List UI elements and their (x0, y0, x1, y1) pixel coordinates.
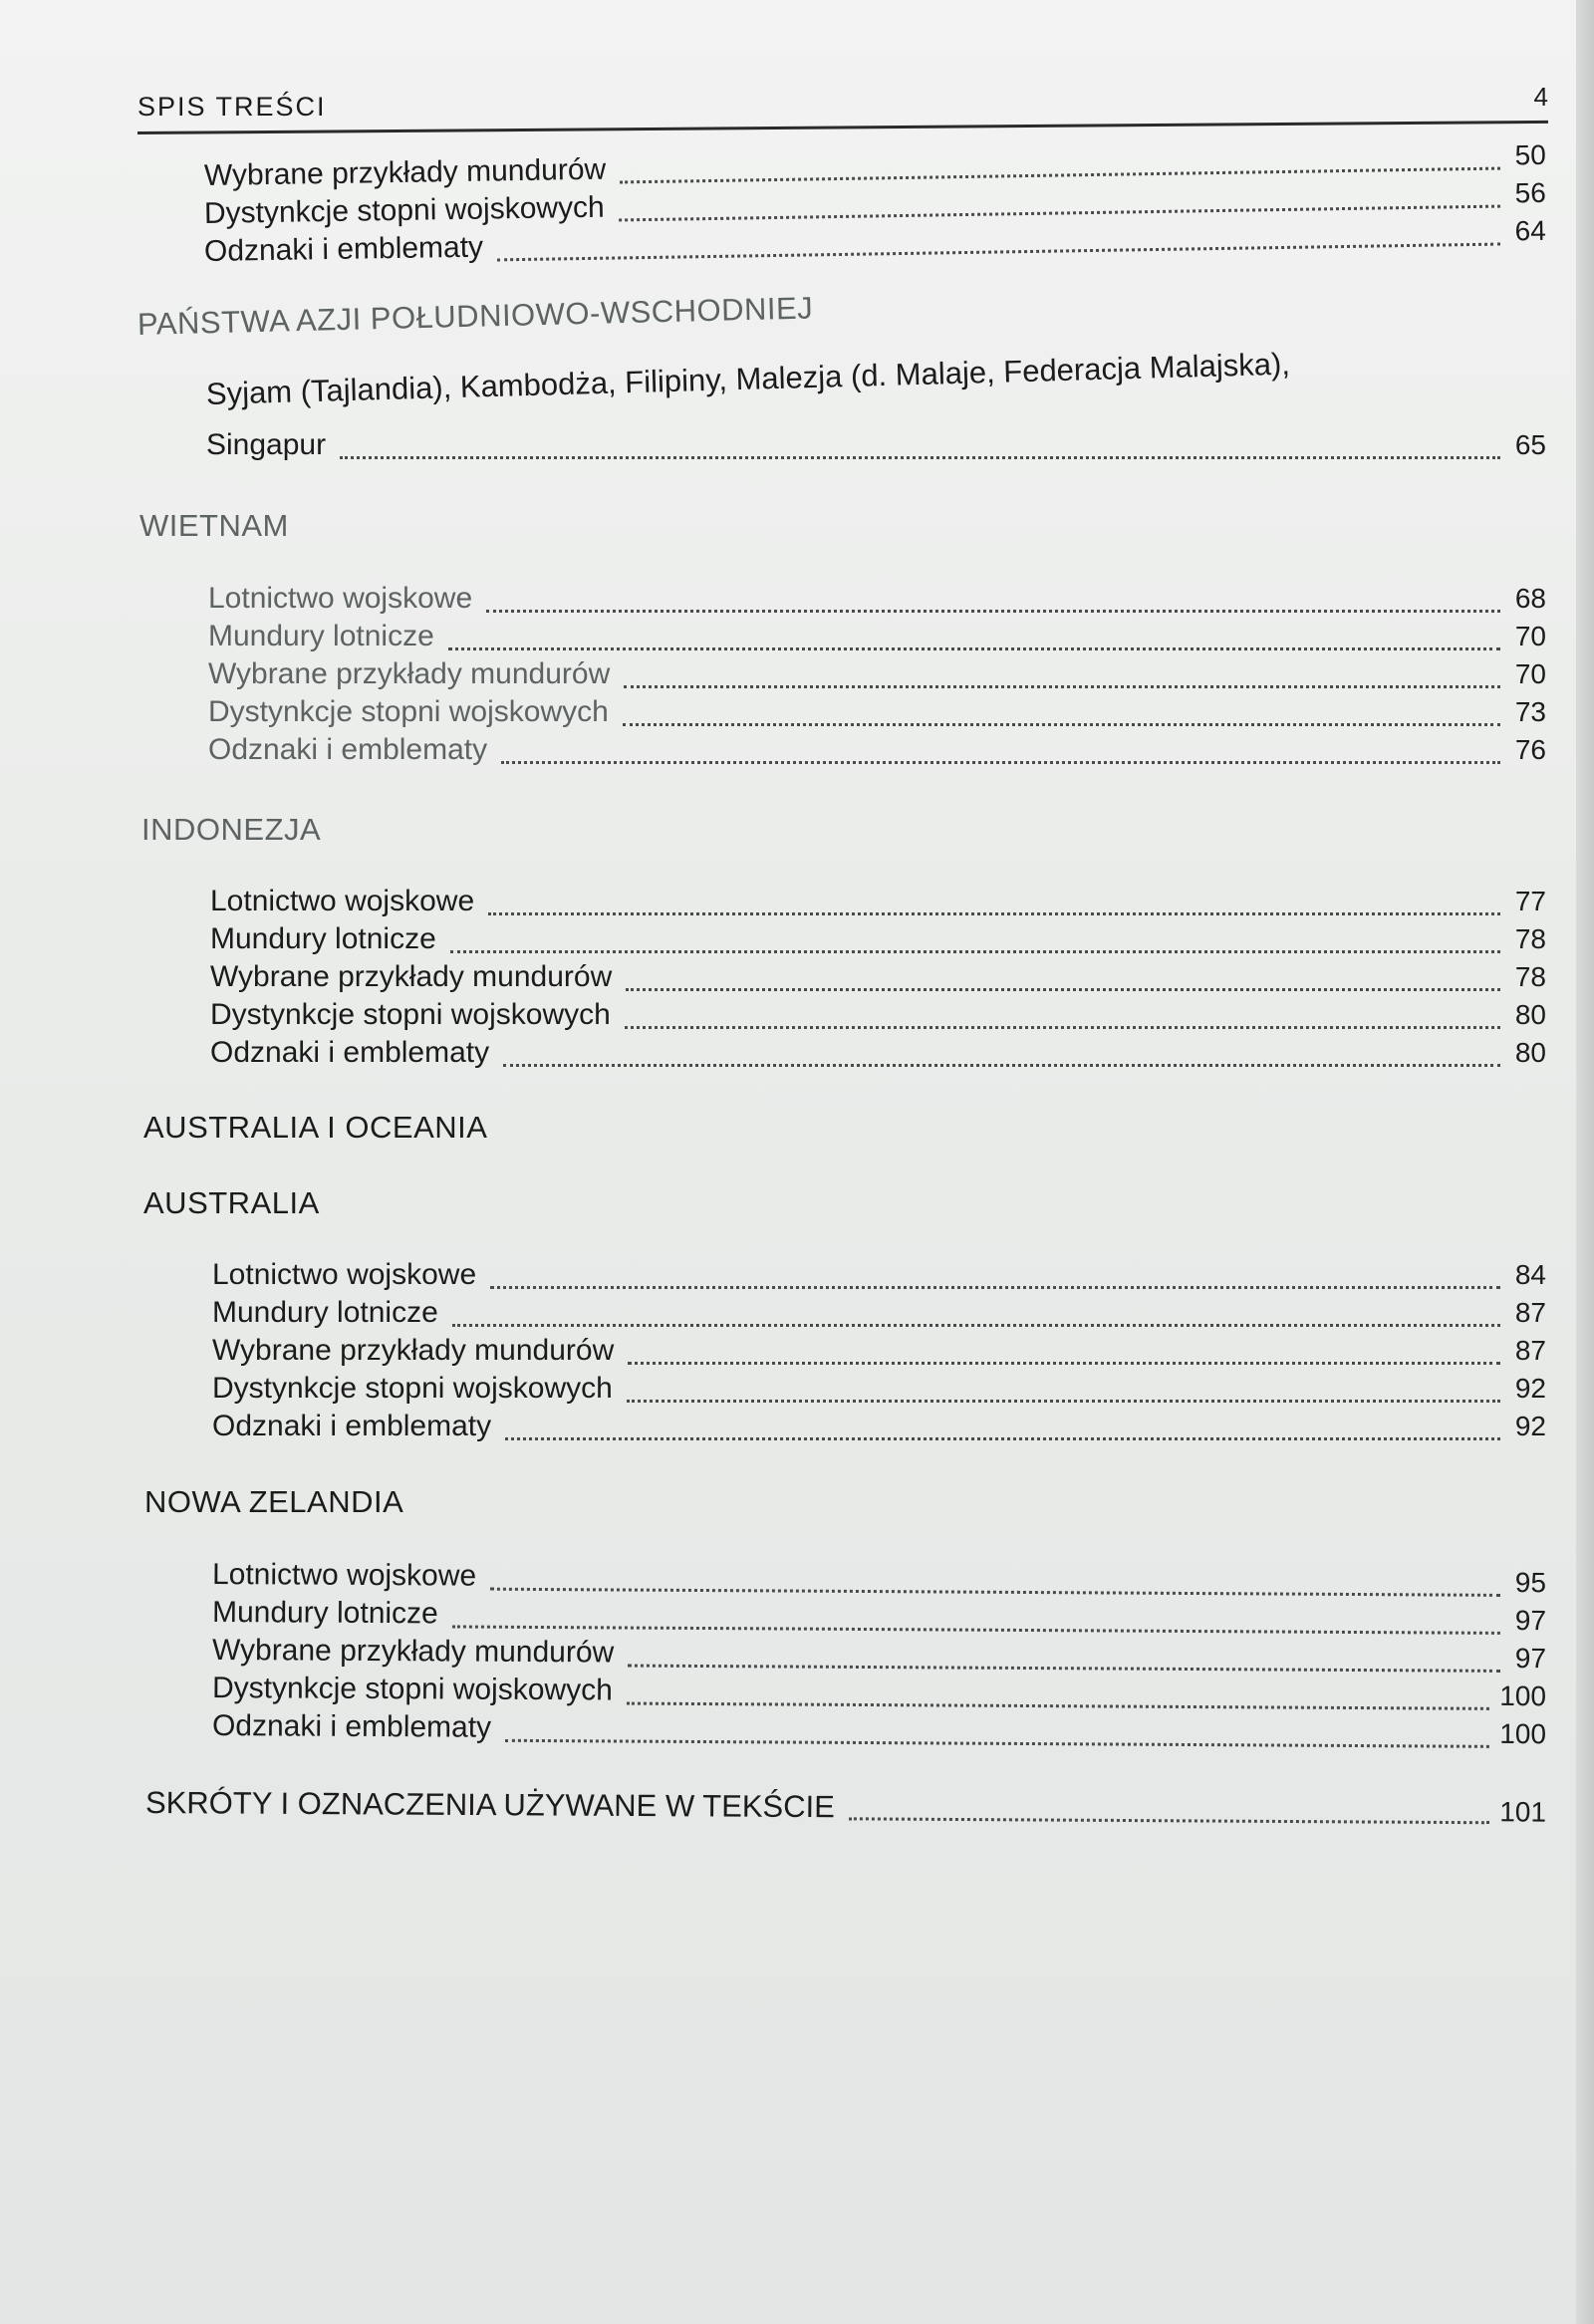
toc-entry-label: Mundury lotnicze (210, 922, 436, 955)
section-heading-vietnam[interactable]: WIETNAM (139, 508, 289, 543)
toc-leader-dots (627, 1400, 1500, 1403)
toc-entry[interactable] (206, 428, 1546, 466)
toc-entry-page: 101 (1499, 1796, 1547, 1828)
toc-entry[interactable] (212, 1372, 1546, 1410)
toc-leader-dots (623, 723, 1500, 726)
header-rule (137, 121, 1548, 134)
section-heading-new-zealand[interactable]: NOWA ZELANDIA (144, 1484, 404, 1519)
toc-leader-dots (486, 610, 1500, 613)
toc-entry-label: Lotnictwo wojskowe (211, 1558, 477, 1593)
toc-leader-dots (490, 1587, 1500, 1596)
toc-entry-page: 97 (1514, 1642, 1547, 1675)
toc-entry-label: Wybrane przykłady mundurów (203, 152, 607, 192)
toc-entry-label: Odznaki i emblematy (211, 1709, 492, 1744)
toc-leader-dots (505, 1437, 1500, 1440)
toc-entry-label: Wybrane przykłady mundurów (208, 657, 611, 690)
toc-entry-label: Odznaki i emblematy (212, 1410, 492, 1442)
toc-entry-page: 100 (1499, 1717, 1547, 1750)
toc-leader-dots (450, 950, 1500, 953)
toc-entry[interactable] (210, 922, 1546, 960)
toc-leader-dots (627, 1701, 1489, 1709)
toc-entry-page: 84 (1514, 1259, 1546, 1290)
section-heading-australia-oceania[interactable]: AUSTRALIA I OCEANIA (143, 1110, 488, 1145)
toc-entry-page: 77 (1514, 886, 1546, 916)
toc-entry-label: Odznaki i emblematy (203, 230, 484, 268)
toc-entry[interactable] (208, 620, 1546, 657)
toc-entry-label: Lotnictwo wojskowe (208, 582, 473, 615)
toc-entry-label: Wybrane przykłady mundurów (212, 1334, 615, 1367)
toc-entry[interactable] (212, 1334, 1546, 1372)
toc-entry[interactable] (212, 1296, 1546, 1334)
toc-entry-page: 95 (1514, 1566, 1547, 1599)
toc-entry-label: SKRÓTY I OZNACZENIA UŻYWANE W TEKŚCIE (144, 1785, 835, 1825)
toc-entry-page: 92 (1514, 1411, 1546, 1441)
toc-entry[interactable] (212, 1709, 1546, 1755)
toc-entry[interactable] (208, 582, 1546, 620)
toc-entry[interactable] (210, 885, 1546, 922)
toc-entry-page: 68 (1514, 583, 1546, 614)
toc-entry-page: 65 (1514, 429, 1546, 460)
page-edge-shadow (1576, 0, 1594, 2324)
toc-leader-dots (488, 912, 1500, 915)
toc-entry-label: Wybrane przykłady mundurów (210, 960, 613, 993)
header-page-number: 4 (1533, 82, 1548, 112)
toc-entry-page: 64 (1514, 214, 1547, 247)
toc-leader-dots (628, 1362, 1500, 1365)
toc-leader-dots (628, 1664, 1500, 1672)
toc-entry-page: 70 (1514, 621, 1546, 651)
toc-leader-dots (624, 685, 1500, 688)
toc-entry-page: 50 (1514, 138, 1547, 171)
toc-entry-page: 70 (1514, 658, 1546, 689)
toc-entry[interactable] (208, 733, 1546, 771)
toc-entry-page: 80 (1514, 999, 1546, 1030)
toc-entry-label: Dystynkcje stopni wojskowych (208, 695, 609, 728)
toc-leader-dots (452, 1625, 1500, 1634)
toc-entry-label: Mundury lotnicze (208, 620, 434, 652)
toc-entry-page: 78 (1514, 961, 1546, 992)
toc-leader-dots (452, 1324, 1500, 1327)
toc-entry-label: Wybrane przykłady mundurów (211, 1634, 615, 1670)
toc-leader-dots (497, 242, 1500, 261)
toc-entry-page: 56 (1514, 176, 1547, 209)
toc-entry-page: 87 (1514, 1297, 1546, 1328)
toc-entry-label: Odznaki i emblematy (210, 1036, 490, 1069)
section-heading-indonesia[interactable]: INDONEZJA (141, 812, 322, 847)
toc-entry-label: Mundury lotnicze (211, 1596, 438, 1631)
toc-leader-dots (490, 1286, 1500, 1289)
toc-entry-label: Lotnictwo wojskowe (212, 1258, 477, 1291)
toc-leader-dots (849, 1817, 1489, 1824)
toc-entry[interactable] (208, 657, 1546, 695)
toc-entry[interactable] (212, 1258, 1546, 1296)
toc-entry-label: Dystynkcje stopni wojskowych (212, 1372, 613, 1405)
toc-entry-label: Lotnictwo wojskowe (210, 885, 475, 917)
toc-entry-page: 97 (1514, 1604, 1547, 1637)
toc-entry-page: 76 (1514, 734, 1546, 765)
header-title: SPIS TREŚCI (137, 92, 327, 122)
toc-entry[interactable] (210, 960, 1546, 998)
toc-entry-label: Mundury lotnicze (212, 1296, 438, 1329)
toc-entry-page: 87 (1514, 1335, 1546, 1366)
page-header (137, 82, 1548, 147)
toc-entry-label: Odznaki i emblematy (208, 733, 488, 766)
toc-entry[interactable] (210, 998, 1546, 1036)
toc-entry-label: Singapur (206, 428, 327, 461)
toc-leader-dots (501, 761, 1500, 764)
toc-entry-page: 100 (1499, 1679, 1547, 1712)
toc-entry-label: Dystynkcje stopni wojskowych (211, 1672, 613, 1707)
toc-entry[interactable] (212, 1410, 1546, 1447)
toc-entry-page: 73 (1514, 696, 1546, 727)
toc-leader-dots (503, 1064, 1500, 1067)
toc-entry-page: 92 (1514, 1373, 1546, 1404)
section-heading-australia[interactable]: AUSTRALIA (143, 1185, 320, 1220)
toc-entry-page: 78 (1514, 923, 1546, 954)
toc-leader-dots (340, 456, 1500, 459)
toc-leader-dots (448, 647, 1500, 650)
toc-leader-dots (625, 1026, 1500, 1029)
toc-leader-dots (505, 1738, 1489, 1747)
toc-entry[interactable] (208, 695, 1546, 733)
section-heading-se-asia[interactable]: PAŃSTWA AZJI POŁUDNIOWO-WSCHODNIEJ (136, 290, 814, 342)
toc-entry-label: Dystynkcje stopni wojskowych (203, 190, 605, 230)
toc-entry[interactable] (210, 1036, 1546, 1074)
toc-entry-abbreviations[interactable] (145, 1785, 1546, 1832)
toc-entry-label: Dystynkcje stopni wojskowych (210, 998, 611, 1031)
toc-entry-page: 80 (1514, 1037, 1546, 1068)
se-asia-countries-line: Syjam (Tajlandia), Kambodża, Filipiny, Malezja (d. Malaje, Federacja Malajska), (205, 346, 1291, 411)
toc-leader-dots (626, 988, 1500, 991)
